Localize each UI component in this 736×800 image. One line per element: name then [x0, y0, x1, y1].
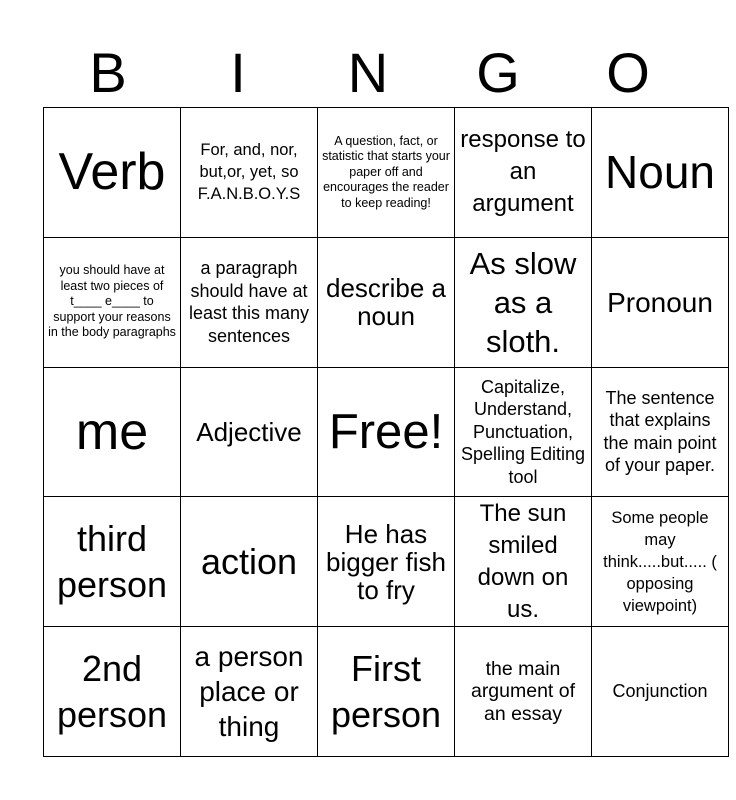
bingo-cell: The sentence that explains the main point of your paper. — [592, 367, 729, 497]
bingo-cell: 2nd person — [44, 627, 181, 757]
bingo-cell: Conjunction — [592, 627, 729, 757]
bingo-cell: Some people may think.....but..... ( opposing viewpoint) — [592, 497, 729, 627]
bingo-cell: Adjective — [181, 367, 318, 497]
bingo-header — [43, 40, 693, 106]
bingo-cell: me — [44, 367, 181, 497]
bingo-cell: response to an argument — [455, 108, 592, 238]
bingo-cell: As slow as a sloth. — [455, 237, 592, 367]
bingo-cell: describe a noun — [318, 237, 455, 367]
header-letter-i: I — [230, 41, 246, 104]
bingo-cell: you should have at least two pieces of t____ e____ to support your reasons in the body paragraphs — [44, 237, 181, 367]
bingo-cell: Pronoun — [592, 237, 729, 367]
bingo-cell: A question, fact, or statistic that starts your paper off and encourages the reader to keep reading! — [318, 108, 455, 238]
bingo-cell: third person — [44, 497, 181, 627]
bingo-cell: First person — [318, 627, 455, 757]
bingo-cell: Verb — [44, 108, 181, 238]
bingo-row — [44, 497, 729, 627]
header-letter-n: N — [347, 41, 389, 104]
bingo-cell: action — [181, 497, 318, 627]
bingo-cell: The sun smiled down on us. — [455, 497, 592, 627]
bingo-card-grid — [43, 107, 729, 757]
bingo-cell: Noun — [592, 108, 729, 238]
bingo-cell: a person place or thing — [181, 627, 318, 757]
bingo-row — [44, 367, 729, 497]
header-letter-g: G — [476, 41, 520, 104]
bingo-row — [44, 108, 729, 238]
header-letter-b: B — [89, 41, 127, 104]
free-space-cell: Free! — [318, 367, 455, 497]
bingo-cell: For, and, nor, but,or, yet, so F.A.N.B.O.Y.S — [181, 108, 318, 238]
bingo-cell: Capitalize, Understand, Punctuation, Spelling Editing tool — [455, 367, 592, 497]
header-letter-o: O — [606, 41, 650, 104]
bingo-row — [44, 237, 729, 367]
bingo-cell: He has bigger fish to fry — [318, 497, 455, 627]
bingo-row — [44, 627, 729, 757]
bingo-cell: the main argument of an essay — [455, 627, 592, 757]
bingo-cell: a paragraph should have at least this many sentences — [181, 237, 318, 367]
